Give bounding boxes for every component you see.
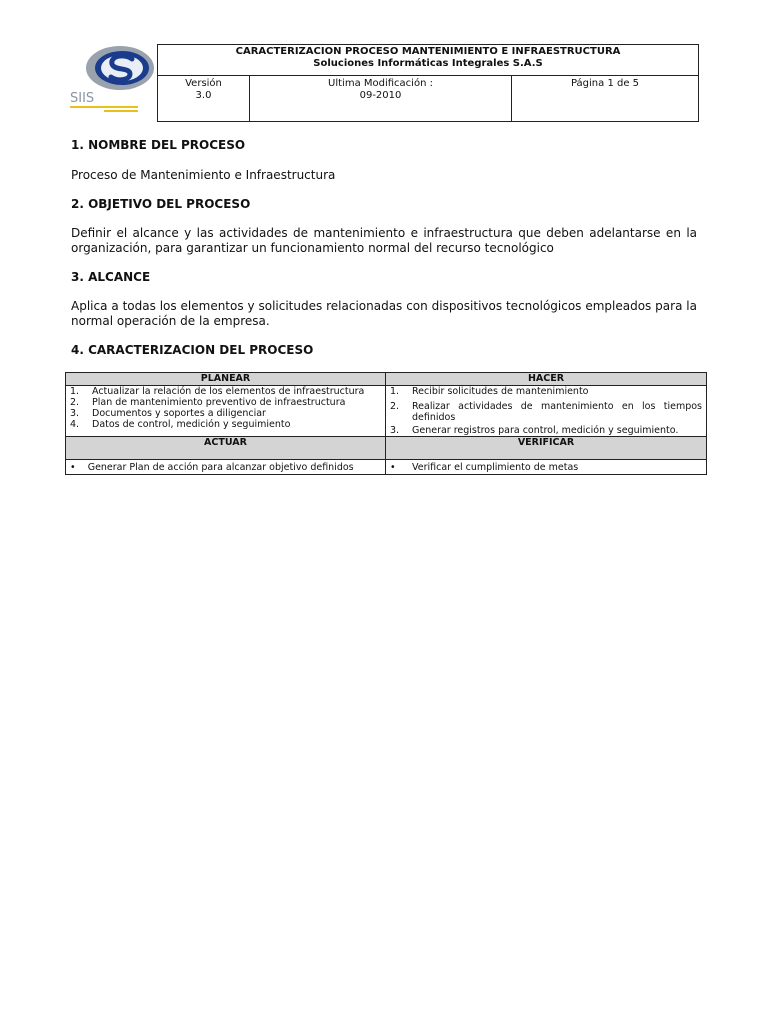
verificar-header: VERIFICAR xyxy=(386,437,707,460)
list-item: 1. Actualizar la relación de los elementos de infraestructura xyxy=(70,386,365,397)
actuar-header: ACTUAR xyxy=(66,437,386,460)
list-item: 3. Documentos y soportes a diligenciar xyxy=(70,408,266,419)
section-1-title: 1. NOMBRE DEL PROCESO xyxy=(71,138,246,152)
list-item: 4. Datos de control, medición y seguimiento xyxy=(70,419,291,430)
document-title: CARACTERIZACION PROCESO MANTENIMIENTO E INFRAESTRUCTURA xyxy=(235,46,621,57)
planear-cell xyxy=(66,386,386,437)
page-number: Página 1 de 5 xyxy=(570,78,640,89)
list-item: 1. Recibir solicitudes de mantenimiento xyxy=(390,386,589,397)
list-item: 2. Plan de mantenimiento preventivo de infraestructura xyxy=(70,397,346,408)
version-label: Versión xyxy=(185,78,222,89)
section-3-title: 3. ALCANCE xyxy=(71,270,151,284)
document-title-cell xyxy=(158,45,699,76)
company-logo xyxy=(64,44,156,120)
list-item: • Generar Plan de acción para alcanzar objetivo definidos xyxy=(70,462,354,473)
list-item: • Verificar el cumplimiento de metas xyxy=(390,462,579,473)
section-2-body: Definir el alcance y las actividades de mantenimiento e infraestructura que deben adelantarse en la organización, para garantizar un funcionamiento normal del recurso tecnológico xyxy=(71,226,697,255)
planear-header: PLANEAR xyxy=(66,373,386,386)
document-header-table xyxy=(157,44,699,122)
modified-label: Ultima Modificación : xyxy=(328,78,433,89)
hacer-cell xyxy=(386,386,707,437)
page-cell xyxy=(512,76,699,122)
version-cell xyxy=(158,76,250,122)
logo-text: SIIS xyxy=(70,91,95,106)
process-characterization-table xyxy=(65,372,707,475)
modified-cell xyxy=(250,76,512,122)
version-value: 3.0 xyxy=(195,90,212,101)
actuar-cell xyxy=(66,460,386,475)
section-4-title: 4. CARACTERIZACION DEL PROCESO xyxy=(71,343,314,357)
list-item: 2. Realizar actividades de mantenimiento en los tiempos definidos xyxy=(390,401,702,423)
verificar-cell xyxy=(386,460,707,475)
section-2-title: 2. OBJETIVO DEL PROCESO xyxy=(71,197,251,211)
section-3-body: Aplica a todas los elementos y solicitudes relacionadas con dispositivos tecnológicos empleados para la normal operación de la empresa. xyxy=(71,299,697,328)
list-item: 3. Generar registros para control, medición y seguimiento. xyxy=(390,425,679,436)
hacer-header: HACER xyxy=(386,373,707,386)
modified-value: 09-2010 xyxy=(359,90,402,101)
section-1-body: Proceso de Mantenimiento e Infraestructura xyxy=(71,168,336,182)
company-name: Soluciones Informáticas Integrales S.A.S xyxy=(313,58,543,69)
